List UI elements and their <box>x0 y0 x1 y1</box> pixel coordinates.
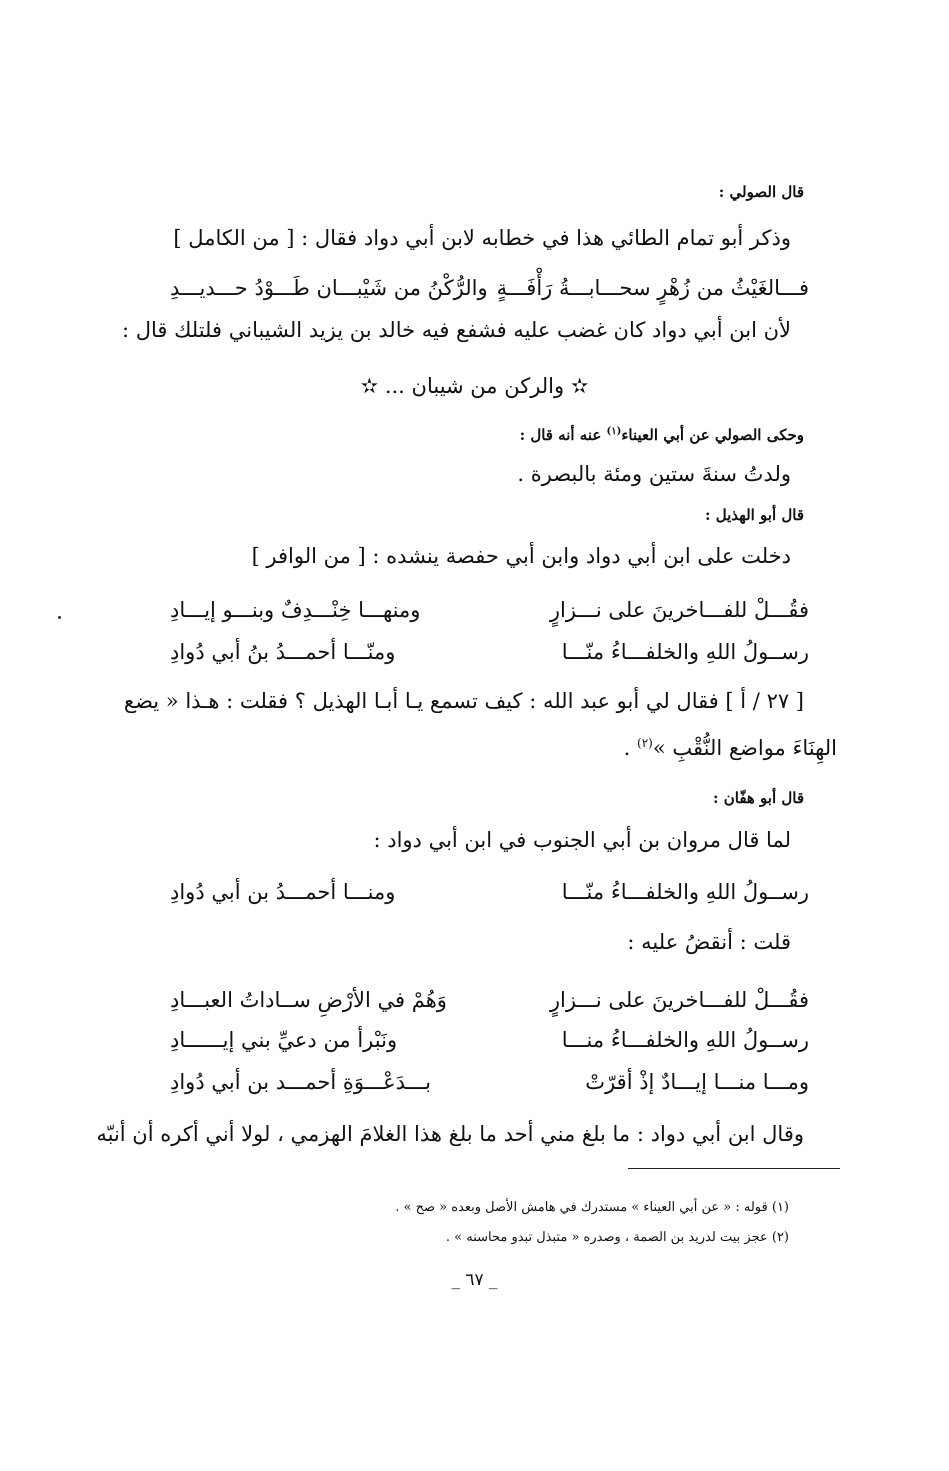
paragraph-1: وذكر أبو تمام الطائي هذا في خطابه لابن أبي دواد فقال : [ من الكامل ] <box>173 226 791 250</box>
verse-4-first-hemistich: رســولُ اللهِ والخلفـــاءُ منّـــا <box>561 880 809 904</box>
paragraph-2: لأن ابن أبي دواد كان غضب عليه فشفع فيه خالد بن يزيد الشيباني فلتلك قال : <box>121 318 791 342</box>
heading-abu-haffan: قال أبو هفّان : <box>712 789 804 807</box>
verse-7-first-hemistich: ومـــا منـــا إيـــادٌ إذْ أقرّتْ <box>585 1070 809 1094</box>
paragraph-6 <box>624 727 837 764</box>
verse-4-second-hemistich: ومنـــا أحمـــدُ بن أبي دُوادِ <box>170 880 396 904</box>
footnote-ref-2: (٢) <box>637 736 653 750</box>
footnote-separator <box>628 1168 840 1169</box>
verse-7 <box>170 1064 809 1100</box>
paragraph-9: وقال ابن أبي دواد : ما بلغ مني أحد ما بلغ هذا الغلامَ الهزمي ، لولا أني أكره أن أنبّه <box>96 1122 804 1146</box>
heading-abu-ayna-rest: عنه أنه قال : <box>519 426 607 444</box>
paragraph-3: ولدتُ سنةَ ستين ومئة بالبصرة . <box>517 462 791 486</box>
heading-abu-hudhayl: قال أبو الهذيل : <box>705 506 804 524</box>
heading-abu-ayna <box>520 420 804 447</box>
verse-1 <box>170 270 809 306</box>
scan-speck <box>58 616 61 619</box>
page-number: _ ٦٧ _ <box>451 1270 498 1290</box>
paragraph-7: لما قال مروان بن أبي الجنوب في ابن أبي دواد : <box>373 828 791 852</box>
paragraph-6-end: . <box>623 736 638 760</box>
paragraph-5: [ ٢٧ / أ ] فقال لي أبو عبد الله : كيف تسمع يـا أبـا الهذيل ؟ فقلت : هـذا « يضع <box>123 689 804 713</box>
footnote-ref-1: (١) <box>606 426 622 437</box>
verse-6-first-hemistich: رســولُ اللهِ والخلفـــاءُ منـــا <box>561 1028 809 1052</box>
verse-4 <box>170 874 809 910</box>
verse-3-first-hemistich: رســولُ اللهِ والخلفـــاءُ منّـــا <box>561 640 809 664</box>
heading-suli: قال الصولي : <box>718 183 804 201</box>
verse-6 <box>170 1022 809 1058</box>
verse-7-second-hemistich: بـــدَعْـــوَةِ أحمـــد بن أبي دُوادِ <box>170 1070 431 1094</box>
verse-2 <box>170 592 809 628</box>
verse-5-first-hemistich: فقُـــلْ للفـــاخرينَ على نـــزارٍ <box>549 988 809 1012</box>
verse-2-first-hemistich: فقُـــلْ للفـــاخرينَ على نـــزارٍ <box>549 598 809 622</box>
verse-3-second-hemistich: ومنّـــا أحمـــدُ بنُ أبي دُوادِ <box>170 640 396 664</box>
verse-1-first-hemistich: فـــالغَيْثُ من زُهْرٍ سحـــابـــةُ رَأْفَـــةٍ <box>496 276 809 300</box>
heading-abu-ayna-text: وحكى الصولي عن أبي العيناء <box>621 426 804 444</box>
footnote-2: (٢) عجز بيت لدريد بن الصمة ، وصدره « متبذل تبدو محاسنه » . <box>445 1230 789 1245</box>
paragraph-8: قلت : أنقضُ عليه : <box>627 930 791 954</box>
verse-5-second-hemistich: وَهُمْ في الأرْضِ ســاداتُ العبـــادِ <box>170 988 447 1012</box>
verse-2-second-hemistich: ومنهـــا خِنْـــدِفٌ وبنـــو إيـــادِ <box>170 598 421 622</box>
paragraph-4: دخلت على ابن أبي دواد وابن أبي حفصة ينشده : [ من الوافر ] <box>251 544 791 568</box>
verse-3 <box>170 634 809 670</box>
quoted-hemistich: ✫ والركن من شيبان ... ✫ <box>360 374 589 398</box>
verse-1-second-hemistich: والرُّكْنُ من شَيْبـــان طَـــوْدُ حـــديـــدِ <box>170 276 488 300</box>
verse-6-second-hemistich: ونَبْرأ من دعيِّ بني إيــــــادِ <box>170 1028 398 1052</box>
footnote-1: (١) قوله : « عن أبي العيناء » مستدرك في هامش الأصل وبعده « صح » . <box>395 1200 789 1215</box>
paragraph-6-text: الهِنَاءَ مواضع النُّقْبِ » <box>652 736 837 760</box>
verse-5 <box>170 982 809 1018</box>
